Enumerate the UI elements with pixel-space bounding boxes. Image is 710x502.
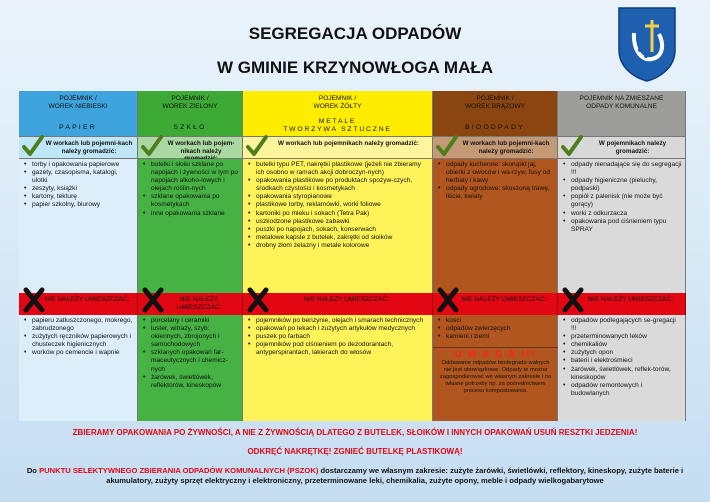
forbidden-list	[138, 315, 243, 421]
cross-icon	[247, 287, 269, 313]
food-warning: ZBIERAMY OPAKOWANIA PO ŻYWNOŚCI, A NIE Z ŻYWNOŚCIĄ DLATEGO Z BUTELEK, SŁOIKÓW I INNYCH OPAKOWAŃ USUŃ RESZTKI JEDZENIA!	[72, 428, 638, 437]
list-item: • plastikowe torby, reklamówki, worki foliowe	[247, 201, 429, 209]
list-item: • papier szkolny, biurowy	[23, 201, 134, 209]
allowed-header: W workach lub pojemni-kach należy gromadzić:	[433, 137, 558, 159]
list-item: • kamieni i ziemi	[437, 333, 554, 341]
list-item: • przeterminowanych leków	[562, 333, 682, 341]
list-item: • butelki i słoiki szklane po napojach i żywności w tym po napojach alkoho-lowych i olejach roślin-nych	[142, 161, 239, 193]
page-subtitle: W GMINIE KRZYNOWŁOGA MAŁA	[216, 58, 494, 77]
page-title: SEGREGACJA ODPADÓW	[248, 24, 462, 43]
pszok-info: Do PUNKTU SELEKTYWNEGO ZBIERANIA ODPADÓW KOMUNALNYCH (PSZOK) dostarczamy we własnym zakresie: zużyte żarówki, świetlówki, reflektory, kineskopy, zużyte baterie i akumulatory, zużyty sprzęt elektryczny i elektroniczny, przeterminowane leki, chemikalia, zużyte opony, meble i odpady wielkogabarytowe	[26, 466, 684, 485]
cross-icon	[142, 287, 164, 313]
check-icon	[561, 135, 583, 157]
list-item: • drobny złom żelazny i metale kolorowe	[247, 242, 429, 250]
list-item: • porcelany i ceramiki	[142, 317, 239, 325]
allowed-header: W workach lub pojem-nikach należy	[138, 137, 243, 159]
list-item: • gazety, czasopisma, katalogi, ulotki	[23, 169, 134, 185]
check-icon	[22, 135, 44, 157]
forbidden-header: NIE NALEŻY UMIESZCZAĆ:	[558, 293, 686, 315]
waste-table	[19, 91, 686, 421]
list-item: • odpadów zwierzęcych	[437, 325, 554, 333]
cross-icon	[437, 287, 459, 313]
list-item: • opakowania pod ciśnieniem typu SPRAY	[562, 218, 682, 234]
list-item: • popiół z palenisk (nie może być gorący)	[562, 193, 682, 209]
column-header: POJEMNIK / WOREK NIEBIESKI PAPIER	[19, 91, 138, 137]
list-item: • odpady higieniczne (pieluchy, podpaski)	[562, 177, 682, 193]
cross-icon	[562, 287, 584, 313]
list-item: • odpady ogrodowe: skoszoną trawę, liście, kwiaty	[437, 185, 554, 201]
list-item: • papieru zatłuszczonego, mokrego, zabrudzonego	[23, 317, 134, 333]
column-header: POJEMNIK / WOREK ZIELONY SZKŁO	[138, 91, 243, 137]
list-item: • zeszyty, książki	[23, 185, 134, 193]
list-item: • worków po cemencie i wapnie	[23, 349, 134, 357]
note-text: Oddawanie odpadów biodegrado-walnych nie jest obowiązkowe. Odpady te można zagospodarować we własnym zakresie i na własne potrzeby np. za pośrednictwem procesu kompostowania.	[439, 360, 552, 394]
note-box	[433, 349, 558, 395]
list-item: • inne opakowania szklane	[142, 210, 239, 218]
allowed-header: W workach lub pojemnikach należy gromadzić:	[243, 137, 433, 159]
list-item: • puszek po farbach	[247, 333, 429, 341]
column-header: POJEMNIK / WOREK ŻÓŁTY METALE TWORZYWA SZTUCZNE	[243, 91, 433, 137]
list-item: • metalowe kapsle z butelek, zakrętki od słoików	[247, 234, 429, 242]
list-item: • kartony, tekturę	[23, 193, 134, 201]
column-header: POJEMNIK NA ZMIESZANE ODPADY KOMUNALNE	[558, 91, 686, 137]
list-item: • odpadów podlegających se-gregacji !!!	[562, 317, 682, 333]
list-item: • baterii i elektrośmieci	[562, 357, 682, 365]
list-item: • uszkodzone plastikowe zabawki	[247, 218, 429, 226]
note-divider	[433, 347, 558, 348]
list-item: • odpadów remontowych i budowlanych	[562, 382, 682, 398]
bin-type: SZKŁO	[173, 124, 207, 131]
column-1	[138, 91, 243, 421]
list-item: • odpady nienadające się do segregacji !!!	[562, 161, 682, 177]
forbidden-list	[19, 315, 138, 421]
bin-type: METALE	[318, 118, 357, 125]
forbidden-list	[243, 315, 433, 421]
allowed-header: W workach lub pojemni-kach należy gromadzić:	[19, 137, 138, 159]
list-item: • puszki po napojach, sokach, konserwach	[247, 226, 429, 234]
list-item: • szklane opakowania po kosmetykach	[142, 193, 239, 209]
forbidden-header: NIE NALEŻY UMIESZCZAĆ:	[19, 293, 138, 315]
coat-of-arms-icon	[617, 6, 677, 82]
bin-type: PAPIER	[59, 124, 97, 131]
list-item: • opakowania plastikowe po produktach spożyw-czych, środkach czystości i kosmetykach	[247, 177, 429, 193]
bin-type: BIOODPADY	[465, 124, 525, 131]
list-item: • torby i opakowania papierowe	[23, 161, 134, 169]
column-0	[19, 91, 138, 421]
list-item: • butelki typu PET, nakrętki plastikowe (jeżeli nie zbieramy ich osobno w ramach akcji dobroczyn-nych)	[247, 161, 429, 177]
list-item: • pojemników po benzynie, olejach i smarach technicznych	[247, 317, 429, 325]
forbidden-header: NIE NALEŻY UMIESZCZAĆ:	[138, 293, 243, 315]
check-icon	[436, 135, 458, 157]
list-item: • zużytych opon	[562, 349, 682, 357]
note-title: U W A G A !!!	[454, 349, 537, 359]
list-item: • odpady kuchenne: skorupki jaj, obierki z owoców i wa-rzyw, fusy od herbaty i kawy	[437, 161, 554, 185]
list-item: • worki z odkurzacza	[562, 210, 682, 218]
list-item: • kartoniki po mleku i sokach (Tetra Pak)	[247, 210, 429, 218]
list-item: • żarówek, świetlówek, reflek-torów, kineskopów	[562, 366, 682, 382]
list-item: • kości	[437, 317, 554, 325]
list-item: • żarówek, świetlówek, reflektorów, kineskopów	[142, 374, 239, 390]
forbidden-header: NIE NALEŻY UMIESZCZAĆ:	[433, 293, 558, 315]
column-header: POJEMNIK / WOREK BRĄZOWY BIOODPADY	[433, 91, 558, 137]
list-item: • szklanych opakowań far-maceutycznych i chemicz-nych	[142, 349, 239, 373]
forbidden-list	[558, 315, 686, 421]
list-item: • luster, witraży, szyb: okiennych, zbrojonych i samochodowych	[142, 325, 239, 349]
bin-type-2: TWORZYWA SZTUCZNE	[283, 126, 392, 133]
column-4	[558, 91, 686, 421]
forbidden-header: NIE NALEŻY UMIESZCZAĆ:	[243, 293, 433, 315]
check-icon	[141, 135, 163, 157]
list-item: • zużytych ręczników papierowych i chusteczek higienicznych	[23, 333, 134, 349]
bottle-warning: ODKRĘĆ NAKRĘTKĘ! ZGNIEĆ BUTELKĘ PLASTIKOWĄ!	[247, 447, 463, 456]
list-item: • pojemników pod ciśnieniem po dezodorantach, antyperspirantach, lakierach do włosów	[247, 341, 429, 357]
allowed-header: W pojemnikach należy gromadzić:	[558, 137, 686, 159]
cross-icon	[23, 287, 45, 313]
column-2	[243, 91, 433, 421]
list-item: • opakowania styropianowe	[247, 193, 429, 201]
list-item: • chemikaliów	[562, 341, 682, 349]
check-icon	[246, 135, 268, 157]
list-item: • opakowań po lekach i zużytych artykułów medycznych	[247, 325, 429, 333]
column-3	[433, 91, 558, 421]
